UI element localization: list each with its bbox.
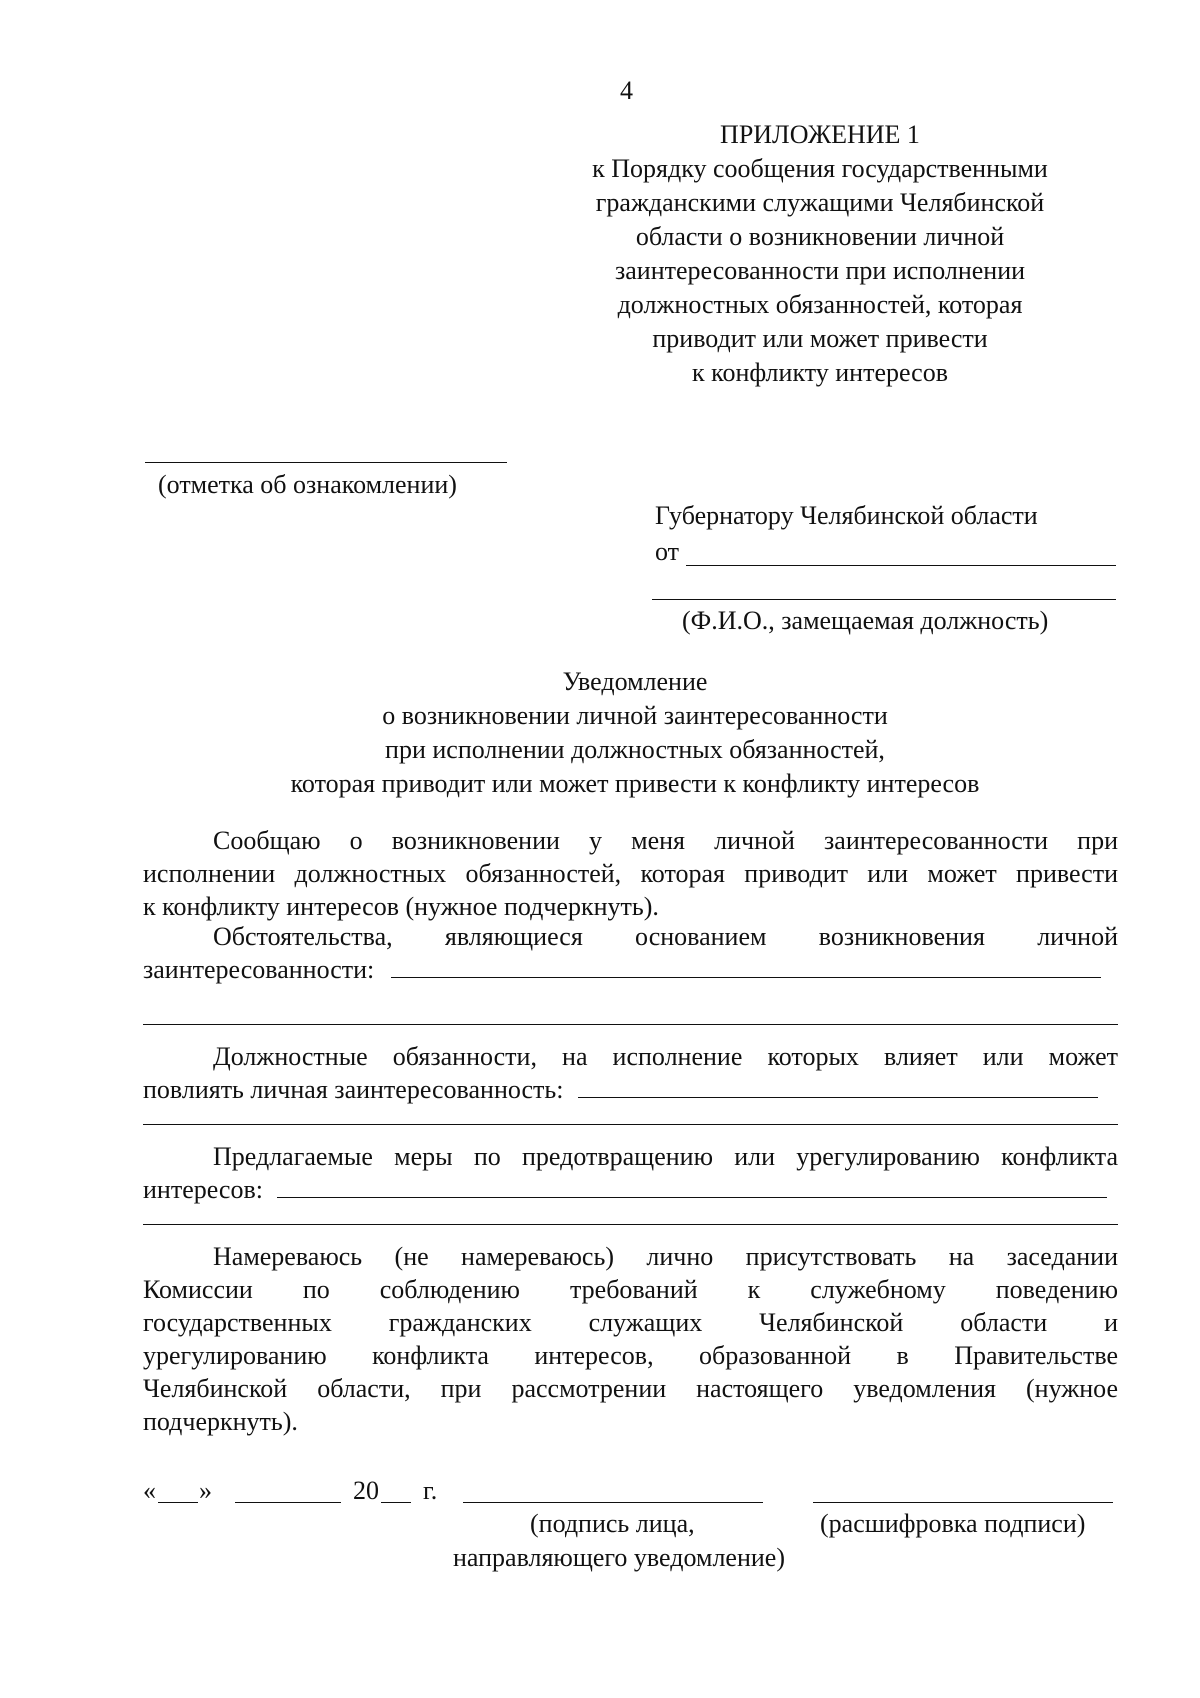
appendix-line: должностных обязанностей, которая — [617, 290, 1023, 319]
measures-field[interactable] — [277, 1175, 1107, 1198]
signature-caption-continuation: направляющего уведомление) — [453, 1543, 785, 1572]
year-suffix: г. — [423, 1476, 438, 1505]
paragraph-duties — [143, 1040, 1118, 1106]
paragraph-attendance — [143, 1240, 1118, 1438]
signature-decode-field[interactable] — [813, 1502, 1113, 1503]
measures-field-continuation[interactable] — [143, 1224, 1118, 1225]
from-field[interactable] — [686, 565, 1116, 566]
circumstances-field-continuation[interactable] — [143, 1024, 1118, 1025]
paragraph-line: подчеркнуть). — [143, 1407, 298, 1436]
paragraph-line: исполнении должностных обязанностей, которая приводит или может привести — [143, 859, 1118, 888]
appendix-line: приводит или может привести — [652, 324, 988, 353]
acknowledgement-field[interactable] — [145, 462, 507, 463]
paragraph-line: к конфликту интересов (нужное подчеркнуть). — [143, 892, 659, 921]
paragraph-line: повлиять личная заинтересованность: — [143, 1075, 564, 1104]
paragraph-line: Должностные обязанности, на исполнение которых влияет или может — [213, 1042, 1118, 1071]
appendix-header — [560, 118, 1080, 390]
appendix-title: ПРИЛОЖЕНИЕ 1 — [720, 120, 920, 149]
from-caption: (Ф.И.О., замещаемая должность) — [682, 606, 1049, 635]
year-prefix: 20 — [353, 1476, 379, 1505]
paragraph-line: урегулированию конфликта интересов, образованной в Правительстве — [143, 1341, 1118, 1370]
paragraph-line: Предлагаемые меры по предотвращению или урегулированию конфликта — [213, 1142, 1118, 1171]
close-quote: » — [199, 1476, 212, 1505]
paragraph-notification — [143, 824, 1118, 923]
acknowledgement-label: (отметка об ознакомлении) — [158, 470, 457, 499]
paragraph-line: государственных гражданских служащих Челябинской области и — [143, 1308, 1118, 1337]
circumstances-field[interactable] — [391, 955, 1101, 978]
appendix-line: области о возникновении личной — [635, 222, 1005, 251]
addressee-recipient: Губернатору Челябинской области — [655, 501, 1038, 530]
paragraph-line: интересов: — [143, 1175, 263, 1204]
duties-field-continuation[interactable] — [143, 1124, 1118, 1125]
paragraph-line: Намереваюсь (не намереваюсь) лично присутствовать на заседании — [213, 1242, 1118, 1271]
title-line: которая приводит или может привести к конфликту интересов — [290, 769, 980, 798]
paragraph-line: Комиссии по соблюдению требований к служебному поведению — [143, 1275, 1118, 1304]
duties-field[interactable] — [578, 1075, 1098, 1098]
paragraph-line: Челябинской области, при рассмотрении настоящего уведомления (нужное — [143, 1374, 1118, 1403]
day-field[interactable] — [158, 1502, 198, 1503]
appendix-line: к конфликту интересов — [692, 358, 948, 387]
paragraph-measures — [143, 1140, 1118, 1206]
paragraph-line: Обстоятельства, являющиеся основанием возникновения личной — [213, 922, 1118, 951]
signature-field[interactable] — [463, 1502, 763, 1503]
appendix-line: к Порядку сообщения государственными — [592, 154, 1048, 183]
year-field[interactable] — [381, 1502, 411, 1503]
title-line: Уведомление — [562, 667, 708, 696]
appendix-line: гражданскими служащими Челябинской — [595, 188, 1045, 217]
paragraph-circumstances — [143, 920, 1118, 986]
title-line: о возникновении личной заинтересованности — [382, 701, 888, 730]
decode-caption: (расшифровка подписи) — [820, 1509, 1086, 1538]
title-line: при исполнении должностных обязанностей, — [385, 735, 885, 764]
appendix-line: заинтересованности при исполнении — [614, 256, 1026, 285]
page-number: 4 — [620, 76, 633, 105]
paragraph-line: заинтересованности: — [143, 955, 375, 984]
signature-caption: (подпись лица, — [530, 1509, 695, 1538]
from-field-continuation[interactable] — [652, 599, 1116, 600]
open-quote: « — [143, 1476, 156, 1505]
paragraph-line: Сообщаю о возникновении у меня личной заинтересованности при — [213, 826, 1118, 855]
month-field[interactable] — [235, 1502, 341, 1503]
from-label: от — [655, 537, 680, 566]
document-title — [140, 665, 1130, 801]
